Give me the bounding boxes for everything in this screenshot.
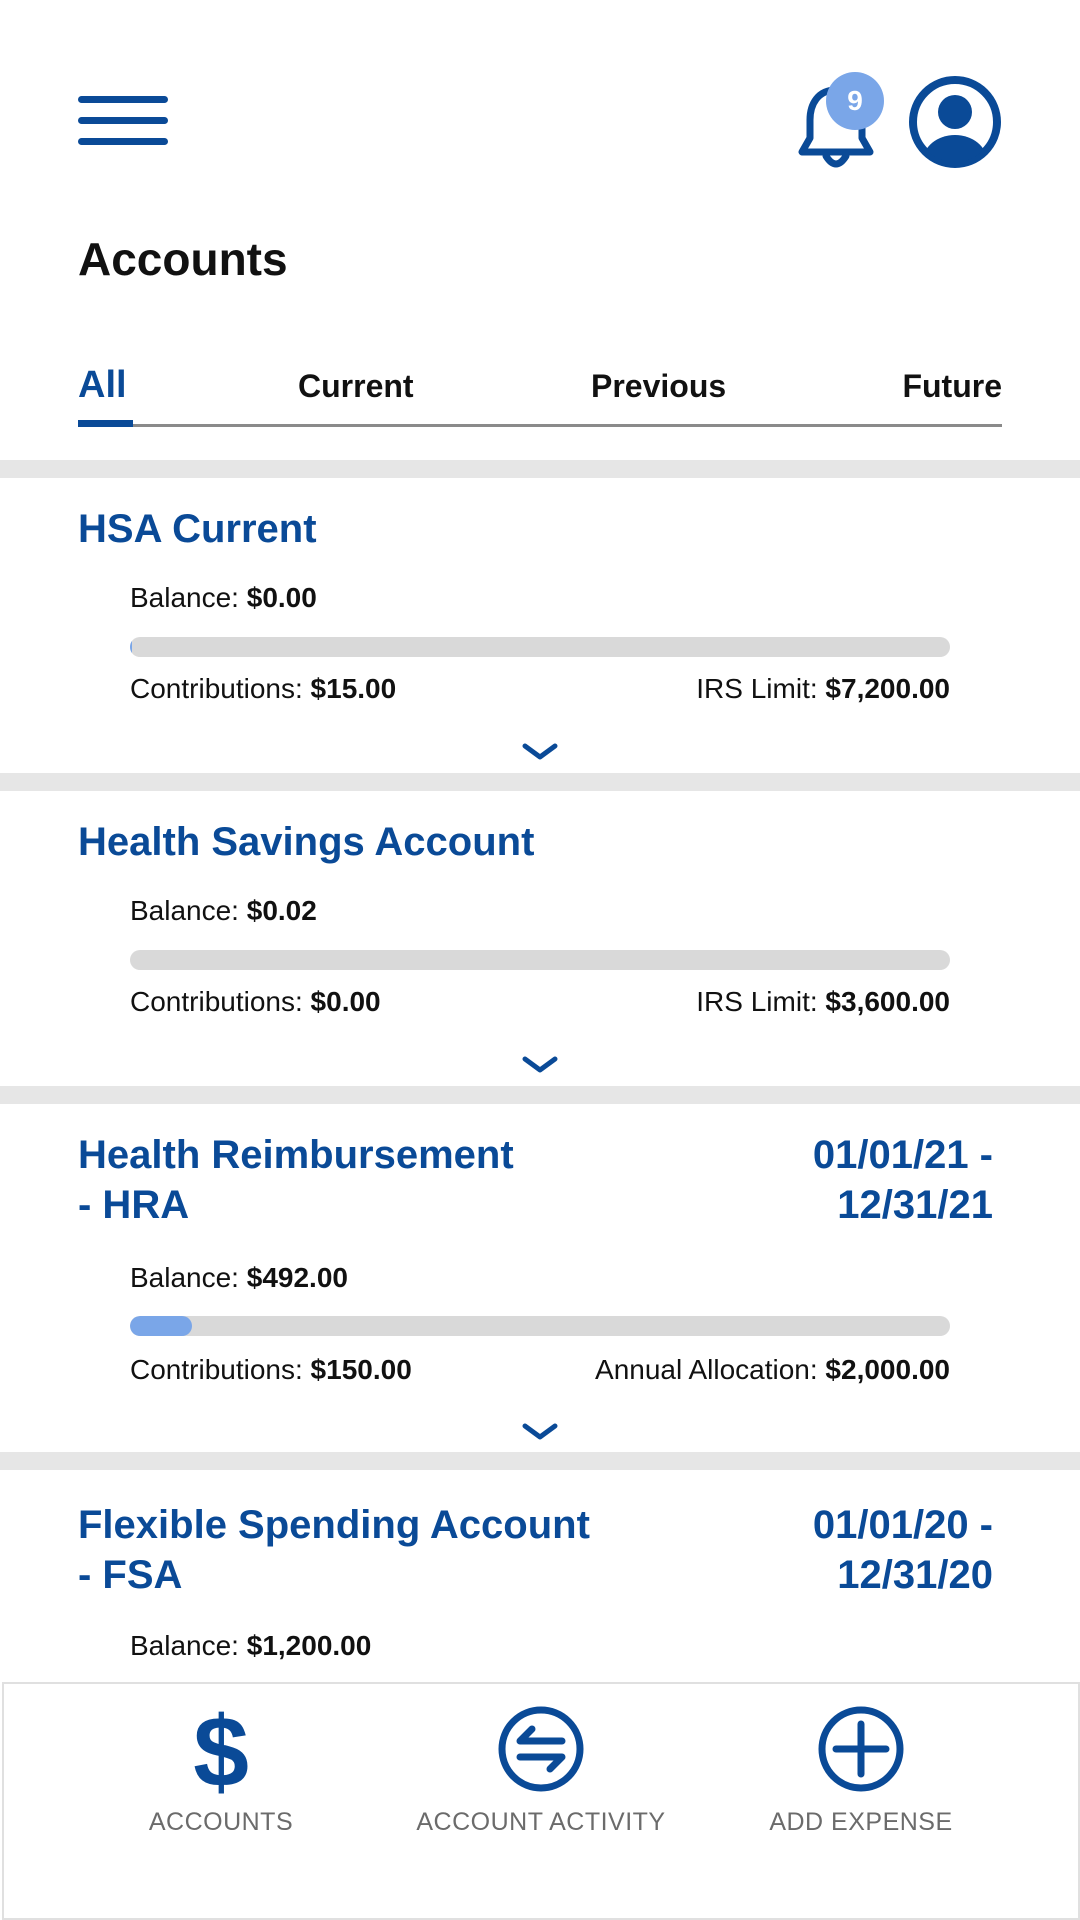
dollar-icon xyxy=(176,1704,266,1794)
profile-avatar-icon[interactable] xyxy=(908,75,1002,169)
section-divider xyxy=(0,1452,1080,1470)
nav-account-activity-label: ACCOUNT ACTIVITY xyxy=(416,1808,666,1836)
contribution-progress-bar xyxy=(130,637,950,657)
tab-future[interactable]: Future xyxy=(902,368,1002,404)
section-divider xyxy=(0,773,1080,791)
balance-text: Balance: $1,200.00 xyxy=(130,1630,372,1661)
account-tabs xyxy=(78,360,1002,427)
tab-current[interactable]: Current xyxy=(298,368,414,404)
account-title-hsa-current[interactable]: HSA Current xyxy=(78,507,317,551)
balance-text: Balance: $0.02 xyxy=(130,895,317,926)
page-title: Accounts xyxy=(78,233,288,285)
add-circle-icon xyxy=(816,1704,906,1794)
contributions-text: Contributions: $15.00 xyxy=(130,673,397,704)
irs-limit-text: IRS Limit: $3,600.00 xyxy=(696,986,950,1017)
section-divider xyxy=(0,460,1080,478)
account-title-fsa[interactable]: Flexible Spending Account - FSA xyxy=(78,1503,590,1597)
chevron-down-icon[interactable] xyxy=(521,1054,559,1076)
notification-badge: 9 xyxy=(826,72,884,130)
nav-add-expense[interactable] xyxy=(711,1704,1011,1864)
account-title-health-savings[interactable]: Health Savings Account xyxy=(78,820,535,864)
svg-text:$: $ xyxy=(193,1704,249,1794)
menu-icon[interactable] xyxy=(78,96,168,148)
contributions-text: Contributions: $150.00 xyxy=(130,1354,412,1385)
chevron-down-icon[interactable] xyxy=(521,741,559,763)
annual-allocation-text: Annual Allocation: $2,000.00 xyxy=(595,1354,950,1385)
contribution-progress-bar xyxy=(130,1316,950,1336)
plan-year-dates: 01/01/20 - 12/31/20 xyxy=(812,1503,993,1597)
nav-accounts[interactable] xyxy=(71,1704,371,1864)
chevron-down-icon[interactable] xyxy=(521,1421,559,1443)
plan-year-dates: 01/01/21 - 12/31/21 xyxy=(812,1133,993,1227)
contributions-text: Contributions: $0.00 xyxy=(130,986,381,1017)
tab-previous[interactable]: Previous xyxy=(591,368,727,404)
contribution-progress-bar xyxy=(130,950,950,970)
bottom-navigation xyxy=(2,1682,1080,1920)
active-tab-indicator xyxy=(78,420,133,427)
tab-all[interactable]: All xyxy=(78,364,127,406)
balance-text: Balance: $0.00 xyxy=(130,582,317,613)
section-divider xyxy=(0,1086,1080,1104)
irs-limit-text: IRS Limit: $7,200.00 xyxy=(696,673,950,704)
account-title-hra[interactable]: Health Reimbursement - HRA xyxy=(78,1133,514,1227)
nav-accounts-label: ACCOUNTS xyxy=(148,1808,294,1836)
balance-text: Balance: $492.00 xyxy=(130,1262,348,1293)
transfer-icon xyxy=(496,1704,586,1794)
nav-add-expense-label: ADD EXPENSE xyxy=(769,1808,953,1836)
nav-account-activity[interactable] xyxy=(391,1704,691,1864)
